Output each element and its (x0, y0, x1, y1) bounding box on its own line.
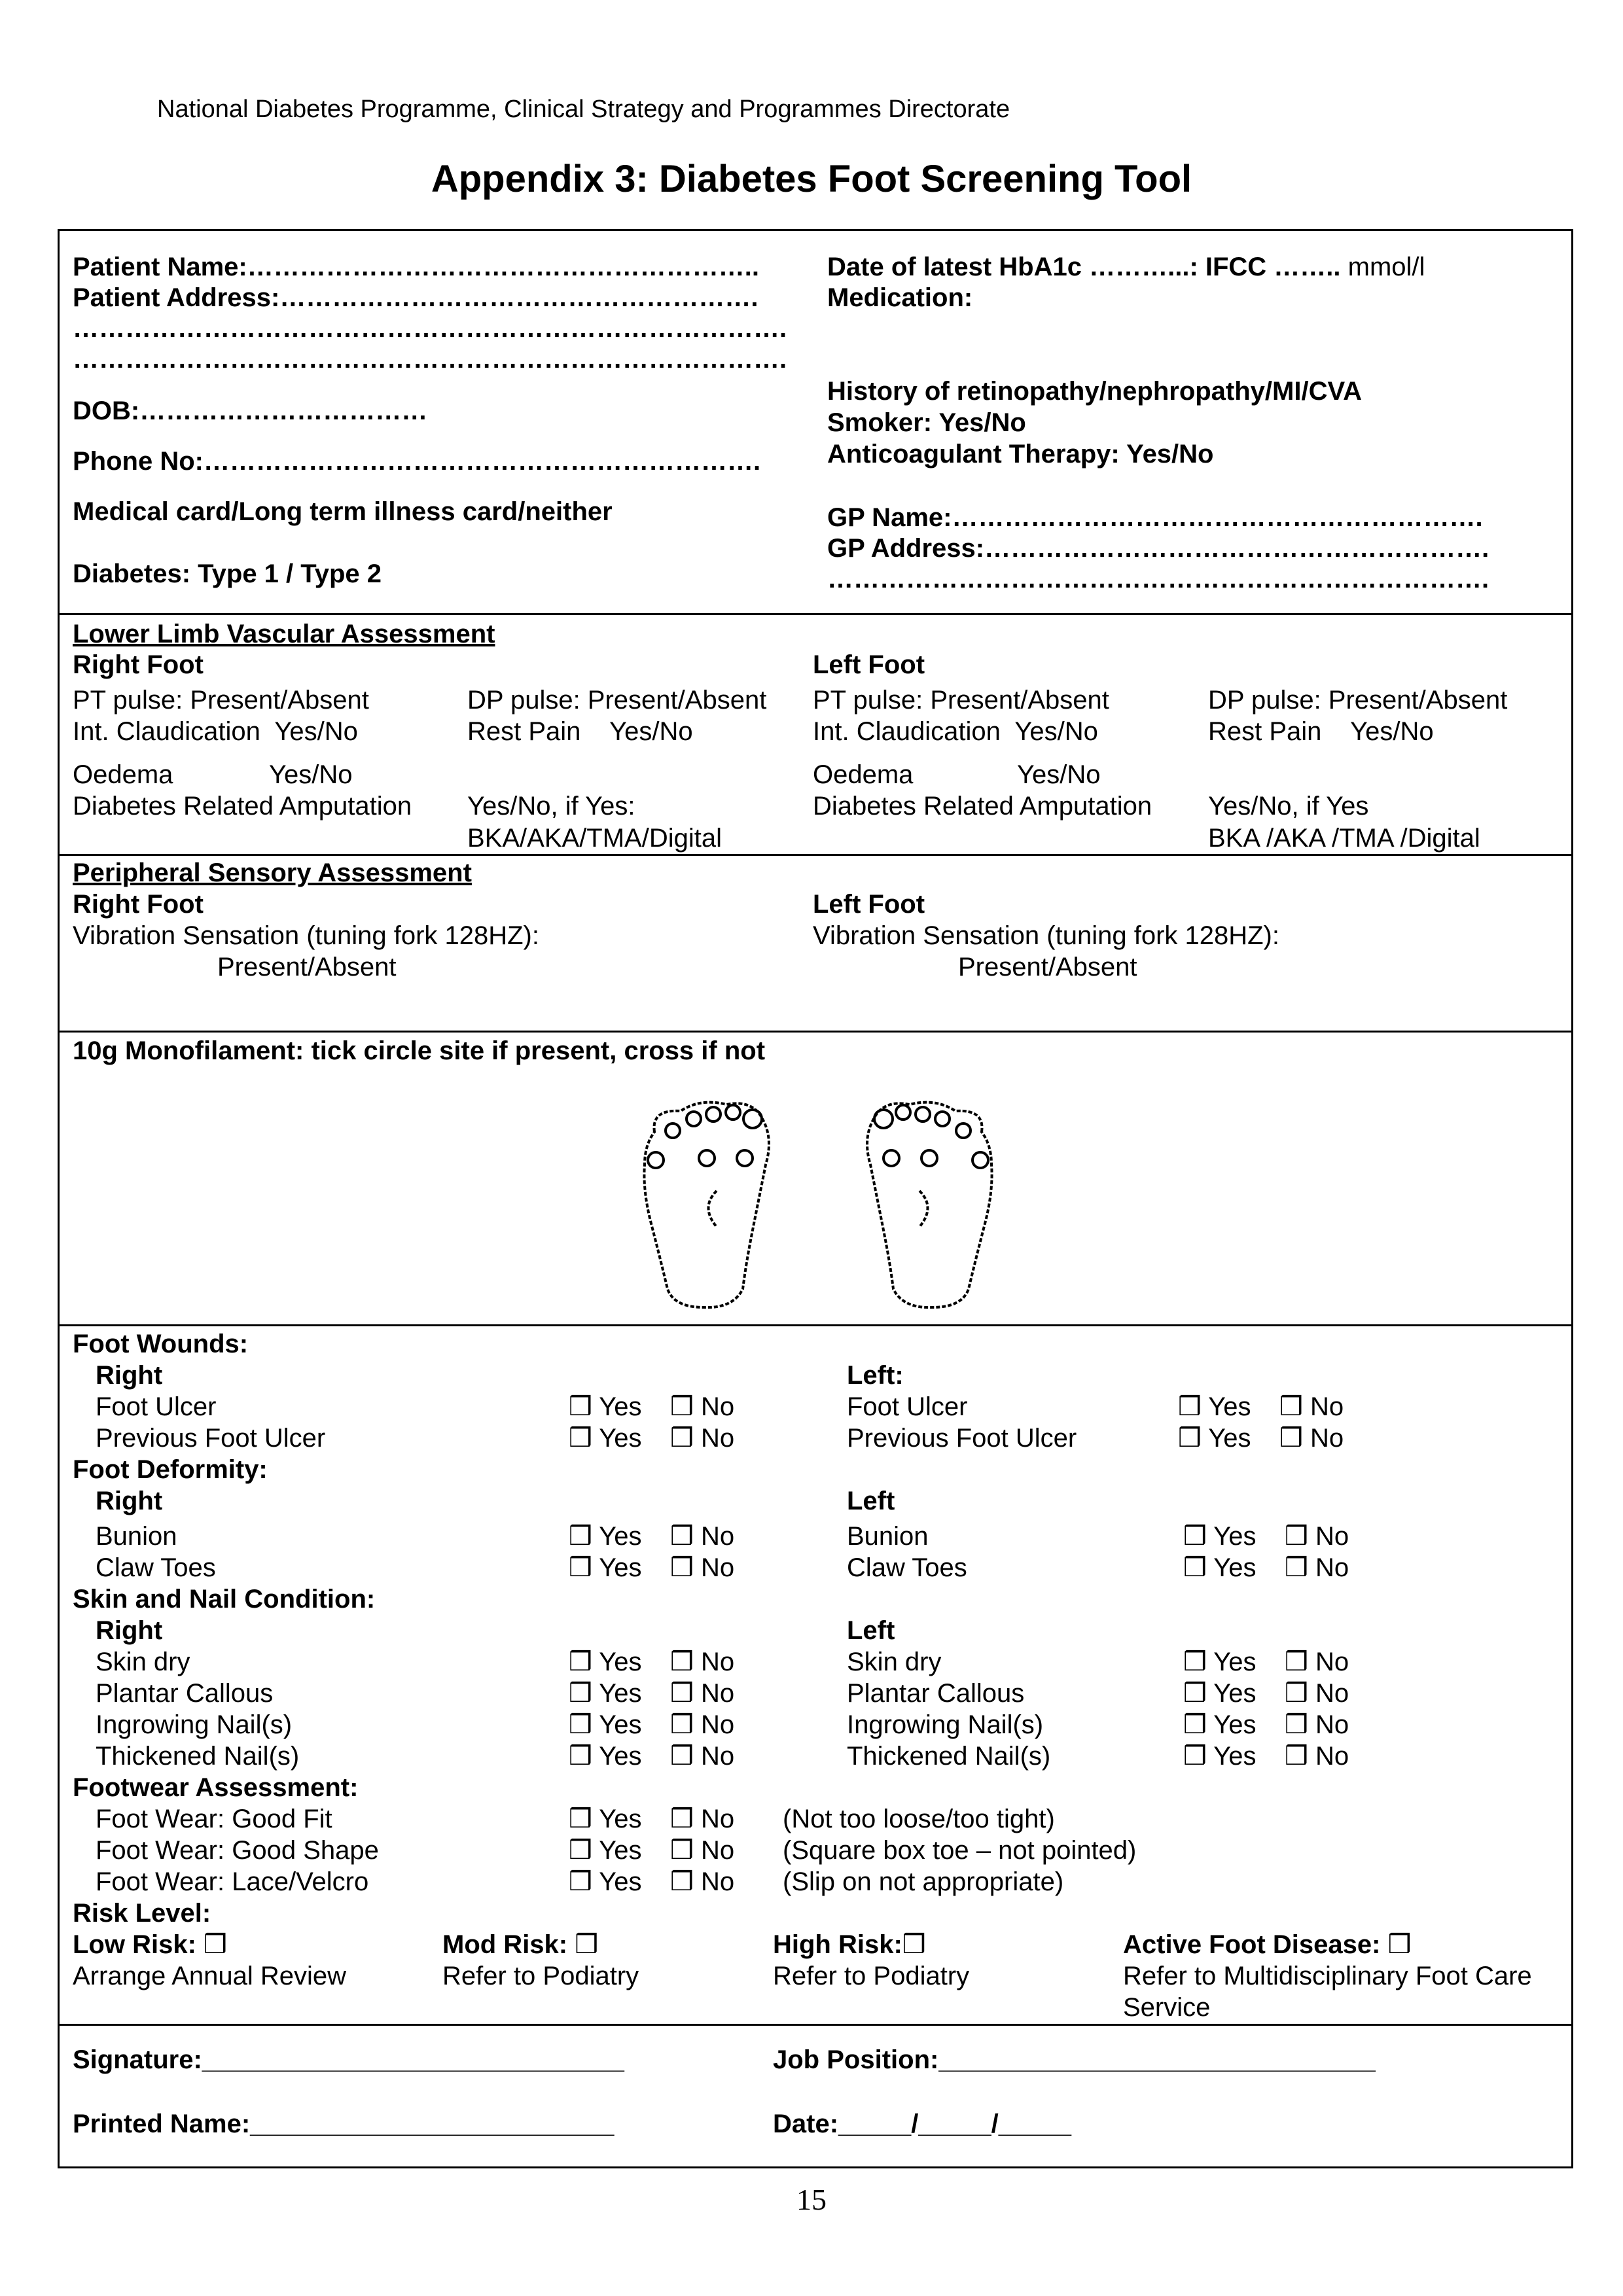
page-number: 15 (796, 2183, 827, 2216)
right-vibration-label: Vibration Sensation (tuning fork 128HZ): (73, 921, 539, 950)
left-ingrowing-nail-yes-label: Yes (1213, 1710, 1257, 1739)
right-plantar-callous-yes-option[interactable] (569, 1680, 642, 1706)
mod-risk-option[interactable]: Mod Risk: ❒ (442, 1930, 599, 1960)
right-amputation-label: Diabetes Related Amputation (73, 792, 412, 821)
right-claw-toes-no-label: No (700, 1553, 735, 1582)
left-bunion-yes-label: Yes (1213, 1522, 1257, 1551)
right-oedema-value[interactable]: Yes/No (269, 760, 353, 789)
left-foot-ulcer-no-label: No (1310, 1392, 1344, 1421)
gp-address-line-2[interactable]: …………………………………………………………………. (827, 565, 1489, 593)
left-plantar-callous-yes-option[interactable] (1183, 1680, 1257, 1706)
risk-level-heading: Risk Level: (73, 1899, 211, 1928)
left-previous-ulcer-label: Previous Foot Ulcer (847, 1424, 1077, 1453)
sensory-heading: Peripheral Sensory Assessment (73, 858, 472, 887)
right-thickened-nail-label: Thickened Nail(s) (96, 1742, 300, 1771)
left-skin-dry-yes-checkbox-icon[interactable]: ❒ (1183, 1647, 1207, 1677)
divider-patient (58, 613, 1573, 615)
left-ingrowing-nail-no-option[interactable] (1285, 1712, 1349, 1738)
left-skin-dry-yes-option[interactable] (1183, 1649, 1257, 1675)
left-plantar-callous-yes-label: Yes (1213, 1679, 1257, 1708)
left-site-met-1[interactable] (883, 1150, 899, 1166)
document-header: National Diabetes Programme, Clinical Strategy and Programmes Directorate (157, 96, 1010, 123)
right-skin-dry-yes-label: Yes (599, 1648, 642, 1676)
left-vibration-value[interactable]: Present/Absent (958, 953, 1137, 981)
hba1c-field[interactable]: Date of latest HbA1c ………...: IFCC …….. mmol/l (827, 253, 1425, 281)
left-bunion-no-checkbox-icon[interactable]: ❒ (1285, 1521, 1308, 1551)
left-bunion-yes-checkbox-icon[interactable]: ❒ (1183, 1521, 1207, 1551)
footwear-shape-note: (Square box toe – not pointed) (783, 1836, 1137, 1865)
right-previous-ulcer-no-option[interactable] (670, 1425, 734, 1451)
left-bunion-yes-option[interactable] (1183, 1523, 1257, 1549)
left-foot-ulcer-yes-option[interactable] (1178, 1394, 1251, 1420)
gp-address-field[interactable]: GP Address:…………………………………………………. (827, 534, 1489, 563)
left-foot-ulcer-no-checkbox-icon[interactable]: ❒ (1279, 1392, 1303, 1422)
vascular-right-foot-label: Right Foot (73, 650, 204, 679)
right-previous-ulcer-no-label: No (700, 1424, 735, 1453)
right-plantar-callous-no-checkbox-icon[interactable]: ❒ (670, 1678, 694, 1708)
high-risk-option[interactable]: High Risk:❒ (773, 1930, 926, 1960)
skin-right-label: Right (96, 1616, 163, 1645)
right-foot-ulcer-yes-checkbox-icon[interactable]: ❒ (569, 1392, 592, 1422)
footwear-shape-no-checkbox-icon[interactable]: ❒ (670, 1835, 694, 1865)
right-claudication[interactable]: Int. Claudication Yes/No (73, 717, 358, 746)
right-amputation-value[interactable]: Yes/No, if Yes: (467, 792, 635, 821)
footwear-lace-label: Foot Wear: Lace/Velcro (96, 1867, 369, 1896)
right-bunion-yes-option[interactable] (569, 1523, 642, 1549)
footwear-fit-no-option[interactable] (670, 1806, 734, 1832)
left-foot-test-sites (874, 1105, 988, 1168)
left-foot-outline-icon (867, 1103, 992, 1307)
sensory-left-foot-label: Left Foot (813, 890, 925, 919)
divider-vascular (58, 854, 1573, 856)
left-ingrowing-nail-yes-option[interactable] (1183, 1712, 1257, 1738)
right-oedema-label: Oedema (73, 760, 173, 789)
gp-name-field[interactable]: GP Name:……………………………………………………. (827, 503, 1483, 532)
footwear-lace-no-option[interactable] (670, 1869, 734, 1895)
left-skin-dry-no-option[interactable] (1285, 1649, 1349, 1675)
right-foot-outline-icon (644, 1103, 769, 1307)
right-site-toe-3[interactable] (706, 1107, 721, 1122)
footwear-lace-yes-label: Yes (599, 1867, 642, 1896)
right-skin-dry-no-checkbox-icon[interactable]: ❒ (670, 1647, 694, 1677)
left-bunion-no-label: No (1315, 1522, 1349, 1551)
divider-risk (58, 2024, 1573, 2026)
left-previous-ulcer-no-option[interactable] (1279, 1425, 1344, 1451)
low-risk-option[interactable]: Low Risk: ❒ (73, 1930, 227, 1960)
right-bunion-label: Bunion (96, 1522, 177, 1551)
low-risk-checkbox-icon[interactable]: ❒ (204, 1930, 227, 1960)
wounds-left-label: Left: (847, 1361, 904, 1390)
left-claudication[interactable]: Int. Claudication Yes/No (813, 717, 1098, 746)
right-plantar-callous-yes-label: Yes (599, 1679, 642, 1708)
left-amputation-value[interactable]: Yes/No, if Yes (1208, 792, 1369, 821)
left-thickened-nail-no-checkbox-icon[interactable]: ❒ (1285, 1741, 1308, 1771)
left-site-toe-4[interactable] (935, 1112, 950, 1126)
left-plantar-callous-label: Plantar Callous (847, 1679, 1025, 1708)
left-oedema-label: Oedema (813, 760, 914, 789)
high-risk-action: Refer to Podiatry (773, 1962, 970, 1990)
deformity-left-label: Left (847, 1487, 895, 1515)
right-plantar-callous-no-option[interactable] (670, 1680, 734, 1706)
footwear-fit-note: (Not too loose/too tight) (783, 1805, 1055, 1833)
medical-card-field[interactable]: Medical card/Long term illness card/neither (73, 497, 613, 526)
footwear-shape-yes-checkbox-icon[interactable]: ❒ (569, 1835, 592, 1865)
job-position-field[interactable]: Job Position:______________________________ (773, 2045, 1376, 2074)
left-skin-dry-label: Skin dry (847, 1648, 942, 1676)
left-foot-ulcer-no-option[interactable] (1279, 1394, 1344, 1420)
right-claw-toes-yes-checkbox-icon[interactable]: ❒ (569, 1553, 592, 1583)
deformity-right-label: Right (96, 1487, 163, 1515)
right-plantar-callous-no-label: No (700, 1679, 735, 1708)
history-field[interactable]: History of retinopathy/nephropathy/MI/CVA (827, 377, 1363, 406)
left-thickened-nail-no-option[interactable] (1285, 1743, 1349, 1769)
left-amputation-options[interactable]: BKA /AKA /TMA /Digital (1208, 824, 1480, 853)
right-foot-ulcer-yes-option[interactable] (569, 1394, 642, 1420)
left-site-met-5[interactable] (972, 1152, 988, 1168)
left-bunion-no-option[interactable] (1285, 1523, 1349, 1549)
right-foot-ulcer-no-option[interactable] (670, 1394, 734, 1420)
left-claw-toes-yes-option[interactable] (1183, 1555, 1257, 1581)
right-claw-toes-no-option[interactable] (670, 1555, 734, 1581)
footwear-shape-yes-label: Yes (599, 1836, 642, 1865)
footwear-lace-yes-checkbox-icon[interactable]: ❒ (569, 1867, 592, 1897)
right-site-toe-4[interactable] (687, 1112, 701, 1126)
skin-nail-heading: Skin and Nail Condition: (73, 1585, 376, 1614)
right-ingrowing-nail-label: Ingrowing Nail(s) (96, 1710, 293, 1739)
footwear-fit-yes-option[interactable] (569, 1806, 642, 1832)
right-thickened-nail-yes-option[interactable] (569, 1743, 642, 1769)
right-thickened-nail-no-label: No (700, 1742, 735, 1771)
left-thickened-nail-label: Thickened Nail(s) (847, 1742, 1051, 1771)
high-risk-checkbox-icon[interactable]: ❒ (902, 1930, 926, 1960)
patient-address-field[interactable]: Patient Address:………………………………………………. (73, 283, 758, 312)
right-site-toe-5[interactable] (666, 1123, 680, 1138)
right-thickened-nail-yes-checkbox-icon[interactable]: ❒ (569, 1741, 592, 1771)
left-plantar-callous-no-checkbox-icon[interactable]: ❒ (1285, 1678, 1308, 1708)
right-foot-ulcer-no-checkbox-icon[interactable]: ❒ (670, 1392, 694, 1422)
right-ingrowing-nail-no-checkbox-icon[interactable]: ❒ (670, 1710, 694, 1740)
right-bunion-no-checkbox-icon[interactable]: ❒ (670, 1521, 694, 1551)
right-thickened-nail-yes-label: Yes (599, 1742, 642, 1771)
left-ingrowing-nail-yes-checkbox-icon[interactable]: ❒ (1183, 1710, 1207, 1740)
foot-deformity-heading: Foot Deformity: (73, 1455, 268, 1484)
right-ingrowing-nail-no-label: No (700, 1710, 735, 1739)
divider-monofilament (58, 1324, 1573, 1326)
right-bunion-no-label: No (700, 1522, 735, 1551)
left-oedema-value[interactable]: Yes/No (1017, 760, 1101, 789)
left-amputation-label: Diabetes Related Amputation (813, 792, 1152, 821)
left-vibration-label: Vibration Sensation (tuning fork 128HZ): (813, 921, 1279, 950)
right-skin-dry-label: Skin dry (96, 1648, 190, 1676)
footwear-fit-yes-label: Yes (599, 1805, 642, 1833)
right-amputation-options[interactable]: BKA/AKA/TMA/Digital (467, 824, 722, 853)
active-foot-disease-checkbox-icon[interactable]: ❒ (1387, 1930, 1412, 1960)
dob-field[interactable]: DOB:…………………………… (73, 397, 428, 425)
left-previous-ulcer-yes-checkbox-icon[interactable]: ❒ (1178, 1423, 1202, 1453)
left-thickened-nail-no-label: No (1315, 1742, 1349, 1771)
right-site-met-1[interactable] (737, 1150, 753, 1166)
right-bunion-yes-checkbox-icon[interactable]: ❒ (569, 1521, 592, 1551)
right-vibration-value[interactable]: Present/Absent (217, 953, 397, 981)
footwear-lace-no-label: No (700, 1867, 735, 1896)
left-rest-pain[interactable]: Rest Pain Yes/No (1208, 717, 1434, 746)
diabetes-type-field[interactable]: Diabetes: Type 1 / Type 2 (73, 559, 382, 588)
footwear-fit-label: Foot Wear: Good Fit (96, 1805, 332, 1833)
signature-field[interactable]: Signature:_____________________________ (73, 2045, 624, 2074)
right-previous-ulcer-yes-option[interactable] (569, 1425, 642, 1451)
right-pt-pulse[interactable]: PT pulse: Present/Absent (73, 686, 369, 715)
left-skin-dry-no-label: No (1315, 1648, 1349, 1676)
left-site-toe-5[interactable] (956, 1123, 971, 1138)
right-site-hallux[interactable] (743, 1110, 762, 1128)
right-skin-dry-no-label: No (700, 1648, 735, 1676)
right-claw-toes-no-checkbox-icon[interactable]: ❒ (670, 1553, 694, 1583)
footwear-fit-no-checkbox-icon[interactable]: ❒ (670, 1804, 694, 1834)
page-title: Appendix 3: Diabetes Foot Screening Tool (431, 158, 1192, 200)
right-foot-ulcer-label: Foot Ulcer (96, 1392, 217, 1421)
left-ingrowing-nail-no-checkbox-icon[interactable]: ❒ (1285, 1710, 1308, 1740)
left-claw-toes-no-option[interactable] (1285, 1555, 1349, 1581)
foot-wounds-heading: Foot Wounds: (73, 1330, 249, 1358)
right-thickened-nail-no-option[interactable] (670, 1743, 734, 1769)
left-thickened-nail-yes-option[interactable] (1183, 1743, 1257, 1769)
printed-name-field[interactable]: Printed Name:_________________________ (73, 2110, 615, 2138)
right-claw-toes-label: Claw Toes (96, 1553, 216, 1582)
wounds-right-label: Right (96, 1361, 163, 1390)
footwear-shape-label: Foot Wear: Good Shape (96, 1836, 379, 1865)
right-foot-ulcer-no-label: No (700, 1392, 735, 1421)
left-claw-toes-label: Claw Toes (847, 1553, 967, 1582)
right-plantar-callous-label: Plantar Callous (96, 1679, 274, 1708)
left-site-toe-3[interactable] (916, 1107, 930, 1122)
left-claw-toes-no-label: No (1315, 1553, 1349, 1582)
right-foot-test-sites (648, 1105, 762, 1168)
left-claw-toes-yes-checkbox-icon[interactable]: ❒ (1183, 1553, 1207, 1583)
right-skin-dry-yes-checkbox-icon[interactable]: ❒ (569, 1647, 592, 1677)
left-previous-ulcer-yes-option[interactable] (1178, 1425, 1251, 1451)
mod-risk-action: Refer to Podiatry (442, 1962, 639, 1990)
footwear-fit-no-label: No (700, 1805, 735, 1833)
left-previous-ulcer-no-checkbox-icon[interactable]: ❒ (1279, 1423, 1303, 1453)
left-claw-toes-yes-label: Yes (1213, 1553, 1257, 1582)
right-previous-ulcer-label: Previous Foot Ulcer (96, 1424, 326, 1453)
right-bunion-yes-label: Yes (599, 1522, 642, 1551)
right-ingrowing-nail-no-option[interactable] (670, 1712, 734, 1738)
vascular-left-foot-label: Left Foot (813, 650, 925, 679)
divider-sensory (58, 1031, 1573, 1033)
date-field[interactable]: Date:_____/_____/_____ (773, 2110, 1071, 2138)
footwear-heading: Footwear Assessment: (73, 1773, 359, 1802)
patient-name-field[interactable]: Patient Name:………………………………………………….. (73, 253, 759, 281)
right-plantar-callous-yes-checkbox-icon[interactable]: ❒ (569, 1678, 592, 1708)
right-ingrowing-nail-yes-checkbox-icon[interactable]: ❒ (569, 1710, 592, 1740)
right-claw-toes-yes-label: Yes (599, 1553, 642, 1582)
footwear-shape-no-option[interactable] (670, 1837, 734, 1863)
left-bunion-label: Bunion (847, 1522, 929, 1551)
left-foot-ulcer-label: Foot Ulcer (847, 1392, 968, 1421)
left-thickened-nail-yes-checkbox-icon[interactable]: ❒ (1183, 1741, 1207, 1771)
left-plantar-callous-no-label: No (1315, 1679, 1349, 1708)
left-previous-ulcer-no-label: No (1310, 1424, 1344, 1453)
footwear-fit-yes-checkbox-icon[interactable]: ❒ (569, 1804, 592, 1834)
right-dp-pulse[interactable]: DP pulse: Present/Absent (467, 686, 767, 715)
mod-risk-checkbox-icon[interactable]: ❒ (575, 1930, 599, 1960)
footwear-lace-yes-option[interactable] (569, 1869, 642, 1895)
patient-address-line-2[interactable]: ………………………………………………………………………. (73, 314, 787, 343)
left-thickened-nail-yes-label: Yes (1213, 1742, 1257, 1771)
active-foot-disease-action-2: Service (1123, 1993, 1211, 2022)
right-previous-ulcer-no-checkbox-icon[interactable]: ❒ (670, 1423, 694, 1453)
sensory-right-foot-label: Right Foot (73, 890, 204, 919)
left-previous-ulcer-yes-label: Yes (1208, 1424, 1251, 1453)
active-foot-disease-action: Refer to Multidisciplinary Foot Care (1123, 1962, 1532, 1990)
medication-field[interactable]: Medication: (827, 283, 973, 312)
footwear-shape-no-label: No (700, 1836, 735, 1865)
left-site-toe-2[interactable] (896, 1105, 910, 1120)
footwear-lace-no-checkbox-icon[interactable]: ❒ (670, 1867, 694, 1897)
left-skin-dry-no-checkbox-icon[interactable]: ❒ (1285, 1647, 1308, 1677)
right-site-met-3[interactable] (699, 1150, 715, 1166)
right-ingrowing-nail-yes-label: Yes (599, 1710, 642, 1739)
left-dp-pulse[interactable]: DP pulse: Present/Absent (1208, 686, 1508, 715)
skin-left-label: Left (847, 1616, 895, 1645)
left-claw-toes-no-checkbox-icon[interactable]: ❒ (1285, 1553, 1308, 1583)
vascular-heading: Lower Limb Vascular Assessment (73, 620, 495, 648)
right-bunion-no-option[interactable] (670, 1523, 734, 1549)
footwear-lace-note: (Slip on not appropriate) (783, 1867, 1064, 1896)
left-plantar-callous-yes-checkbox-icon[interactable]: ❒ (1183, 1678, 1207, 1708)
active-foot-disease-option[interactable]: Active Foot Disease: ❒ (1123, 1930, 1412, 1960)
left-plantar-callous-no-option[interactable] (1285, 1680, 1349, 1706)
right-skin-dry-no-option[interactable] (670, 1649, 734, 1675)
right-ingrowing-nail-yes-option[interactable] (569, 1712, 642, 1738)
right-skin-dry-yes-option[interactable] (569, 1649, 642, 1675)
feet-diagram (628, 1093, 1008, 1315)
monofilament-label: 10g Monofilament: tick circle site if present, cross if not (73, 1036, 766, 1065)
patient-address-line-3[interactable]: ………………………………………………………………………. (73, 345, 787, 374)
left-foot-ulcer-yes-checkbox-icon[interactable]: ❒ (1178, 1392, 1202, 1422)
right-previous-ulcer-yes-checkbox-icon[interactable]: ❒ (569, 1423, 592, 1453)
phone-field[interactable]: Phone No:………………………………………………………. (73, 447, 761, 476)
left-skin-dry-yes-label: Yes (1213, 1648, 1257, 1676)
left-site-met-3[interactable] (921, 1150, 937, 1166)
right-site-toe-2[interactable] (726, 1105, 740, 1120)
left-pt-pulse[interactable]: PT pulse: Present/Absent (813, 686, 1109, 715)
anticoagulant-field[interactable]: Anticoagulant Therapy: Yes/No (827, 440, 1214, 468)
right-rest-pain[interactable]: Rest Pain Yes/No (467, 717, 693, 746)
right-foot-ulcer-yes-label: Yes (599, 1392, 642, 1421)
left-foot-ulcer-yes-label: Yes (1208, 1392, 1251, 1421)
left-ingrowing-nail-no-label: No (1315, 1710, 1349, 1739)
right-claw-toes-yes-option[interactable] (569, 1555, 642, 1581)
left-ingrowing-nail-label: Ingrowing Nail(s) (847, 1710, 1044, 1739)
smoker-field[interactable]: Smoker: Yes/No (827, 408, 1026, 437)
low-risk-action: Arrange Annual Review (73, 1962, 347, 1990)
footwear-shape-yes-option[interactable] (569, 1837, 642, 1863)
right-thickened-nail-no-checkbox-icon[interactable]: ❒ (670, 1741, 694, 1771)
right-site-met-5[interactable] (648, 1152, 664, 1168)
left-site-hallux[interactable] (874, 1110, 893, 1128)
right-previous-ulcer-yes-label: Yes (599, 1424, 642, 1453)
